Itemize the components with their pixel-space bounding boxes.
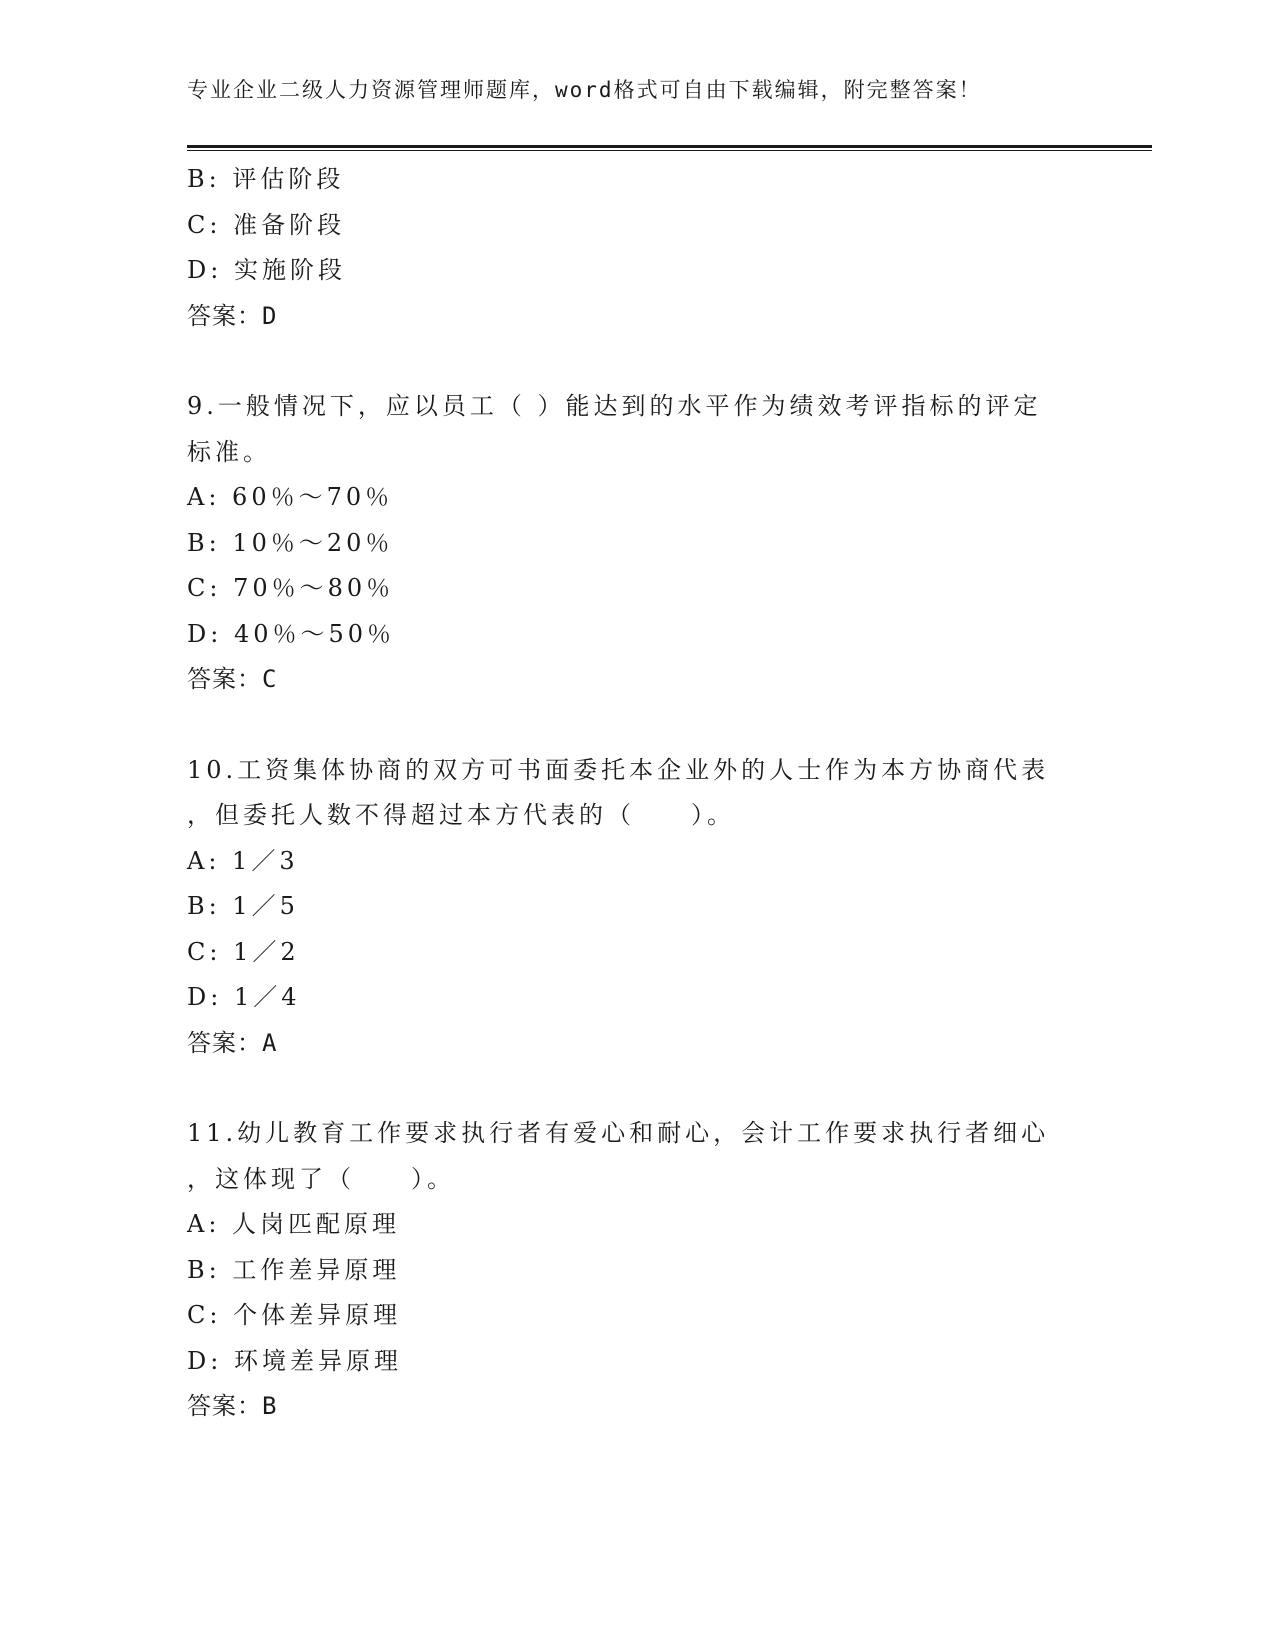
option-c: C: 个体差异原理 bbox=[187, 1301, 402, 1329]
answer-line: 答案：B bbox=[187, 1392, 278, 1420]
option-b: B: 工作差异原理 bbox=[187, 1255, 401, 1284]
option-a: A: 60％～70％ bbox=[187, 483, 394, 511]
header-divider-thin bbox=[187, 150, 1152, 151]
option-d: D: 环境差异原理 bbox=[187, 1346, 402, 1375]
option-d: D: 实施阶段 bbox=[187, 256, 346, 284]
question-8 bbox=[187, 157, 1087, 339]
question-stem-line-1: 10.工资集体协商的双方可书面委托本企业外的人士作为本方协商代表 bbox=[187, 755, 1050, 784]
option-c: C: 1／2 bbox=[187, 937, 300, 966]
question-9 bbox=[187, 384, 1087, 703]
option-b: B: 评估阶段 bbox=[187, 165, 345, 193]
question-10 bbox=[187, 748, 1087, 1067]
answer-line: 答案：D bbox=[187, 301, 278, 330]
spacer bbox=[187, 1066, 1087, 1111]
question-stem-line-1: 9.一般情况下，应以员工（ ）能达到的水平作为绩效考评指标的评定 bbox=[187, 392, 1042, 420]
question-stem-line-2: ，但委托人数不得超过本方代表的（ ）。 bbox=[187, 801, 735, 829]
option-a: A: 1／3 bbox=[187, 846, 299, 875]
option-d: D: 1／4 bbox=[187, 983, 301, 1011]
option-b: B: 10％～20％ bbox=[187, 528, 394, 557]
question-stem-line-2: 标准。 bbox=[187, 437, 271, 466]
option-a: A: 人岗匹配原理 bbox=[187, 1210, 401, 1238]
header-divider-thick bbox=[187, 145, 1152, 148]
answer-line: 答案：C bbox=[187, 665, 278, 693]
answer-line: 答案：A bbox=[187, 1028, 278, 1057]
spacer bbox=[187, 703, 1087, 748]
question-stem-line-1: 11.幼儿教育工作要求执行者有爱心和耐心，会计工作要求执行者细心 bbox=[187, 1119, 1050, 1147]
option-c: C: 准备阶段 bbox=[187, 210, 346, 239]
option-c: C: 70％～80％ bbox=[187, 574, 395, 602]
option-b: B: 1／5 bbox=[187, 892, 299, 920]
question-11 bbox=[187, 1111, 1087, 1430]
option-d: D: 40％～50％ bbox=[187, 619, 396, 648]
question-stem-line-2: ，这体现了（ ）。 bbox=[187, 1164, 455, 1193]
spacer bbox=[187, 339, 1087, 384]
question-content bbox=[187, 157, 1087, 1430]
page-header: 专业企业二级人力资源管理师题库，word格式可自由下载编辑，附完整答案！ bbox=[187, 78, 982, 102]
